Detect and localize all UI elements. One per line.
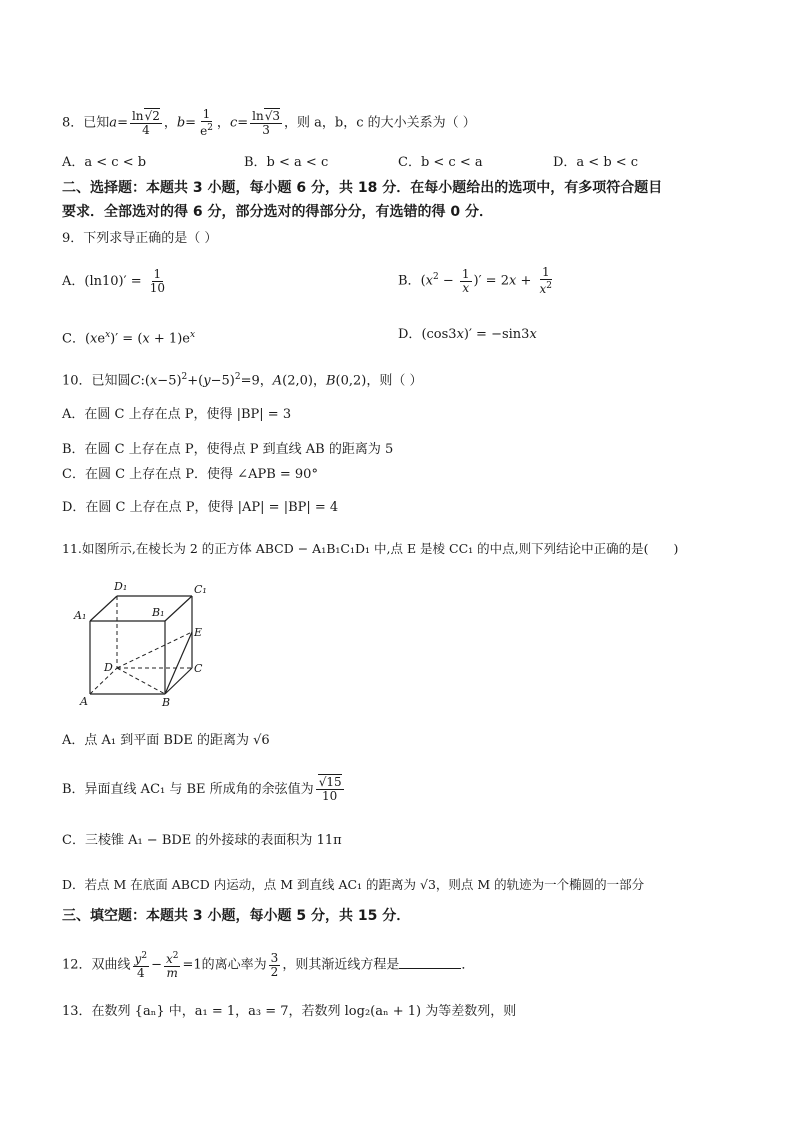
q8-option-a: A．a < c < b bbox=[62, 155, 147, 170]
q8-frac-a: $\frac{\ln√2}{4}$ bbox=[131, 108, 160, 137]
q8-option-c: C．b < c < a bbox=[398, 155, 483, 170]
q11-option-c: C．三棱锥 A₁ − BDE 的外接球的表面积为 11π bbox=[62, 833, 342, 848]
question-12: 12．双曲线 $\frac{y^2}{4}$ − $\frac{x^2}{m}$ =1的离心率为 $\frac{3}{2}$ ，则其渐近线方程是 ． bbox=[62, 950, 475, 980]
q11-stem: 11.如图所示,在棱长为 2 的正方体 ABCD − A₁B₁C₁D₁ 中,点 E 是棱 CC₁ 的中点,则下列结论中正确的是( ) bbox=[62, 541, 679, 556]
section3-line1: 三、填空题：本题共 3 小题，每小题 5 分，共 15 分． bbox=[62, 908, 411, 924]
label-a: A bbox=[80, 695, 88, 708]
q11-option-b: B．异面直线 AC₁ 与 BE 所成角的余弦值为 $\frac{√15}{10}$ bbox=[62, 775, 342, 803]
label-a1: A₁ bbox=[74, 609, 87, 622]
q10-option-c: C．在圆 C 上存在点 P．使得 ∠APB = 90° bbox=[62, 467, 318, 482]
q10-option-d: D．在圆 C 上存在点 P，使得 |AP| = |BP| = 4 bbox=[62, 500, 339, 515]
q8-option-d: D．a < b < c bbox=[553, 155, 639, 170]
section2-line2: 要求．全部选对的得 6 分，部分选对的得部分分，有选错的得 0 分． bbox=[62, 204, 493, 220]
q8-suffix: ，则 a，b，c 的大小关系为（ ） bbox=[283, 115, 476, 131]
q9-option-c: C．$(xe^x)' = (x + 1)e^x$ bbox=[62, 330, 196, 347]
cube-figure bbox=[70, 576, 220, 708]
q8-prefix: 已知 bbox=[83, 115, 110, 131]
label-b1: B₁ bbox=[152, 606, 165, 619]
q11-option-d: D．若点 M 在底面 ABCD 内运动，点 M 到直线 AC₁ 的距离为 √3，则点 M 的轨迹为一个椭圆的一部分 bbox=[62, 877, 645, 892]
label-d1: D₁ bbox=[114, 580, 128, 593]
q10-stem: 10．已知圆$C:(x-5)^2+(y-5)^2=9$，A(2,0)，B(0,2)，则（ ） bbox=[62, 372, 423, 389]
label-c1: C₁ bbox=[194, 583, 207, 596]
q8-frac-c: $\frac{\ln√3}{3}$ bbox=[252, 108, 280, 137]
q10-option-b: B．在圆 C 上存在点 P，使得点 P 到直线 AB 的距离为 5 bbox=[62, 442, 394, 457]
question-8: 8．已知a= $\frac{\ln√2}{4}$ ，b= $\frac{1}{e^2}$ ，c= $\frac{\ln√3}{3}$ ，则 a，b，c 的大小关系为（ ） bbox=[62, 107, 476, 138]
q8-number: 8． bbox=[62, 115, 84, 131]
q9-stem: 9．下列求导正确的是（ ） bbox=[62, 231, 218, 246]
q9-option-a: A．(ln10)′ = $\frac{1}{10}$ bbox=[62, 267, 165, 295]
label-d: D bbox=[104, 661, 113, 674]
label-e: E bbox=[194, 626, 203, 639]
label-c: C bbox=[194, 662, 203, 675]
q11-option-a: A．点 A₁ 到平面 BDE 的距离为 √6 bbox=[62, 733, 270, 748]
q8-option-b: B．b < a < c bbox=[244, 155, 329, 170]
q9-option-d: D．(cos3x)′ = −sin3x bbox=[398, 327, 537, 342]
label-b: B bbox=[162, 696, 171, 708]
q8-frac-b: $\frac{1}{e^2}$ bbox=[200, 107, 213, 138]
question-13: 13．在数列 {aₙ} 中，a₁ = 1，a₃ = 7，若数列 log₂(aₙ + 1) 为等差数列，则 bbox=[62, 1004, 517, 1019]
q10-option-a: A．在圆 C 上存在点 P，使得 |BP| = 3 bbox=[62, 407, 292, 422]
section2-line1: 二、选择题：本题共 3 小题，每小题 6 分，共 18 分．在每小题给出的选项中，有多项符合题目 bbox=[62, 180, 663, 196]
q12-answer-blank[interactable] bbox=[399, 955, 461, 969]
q9-option-b: B．($x^2$ − $\frac{1}{x}$ )′ = 2x + $\frac{1}{x^2}$ bbox=[398, 265, 553, 296]
